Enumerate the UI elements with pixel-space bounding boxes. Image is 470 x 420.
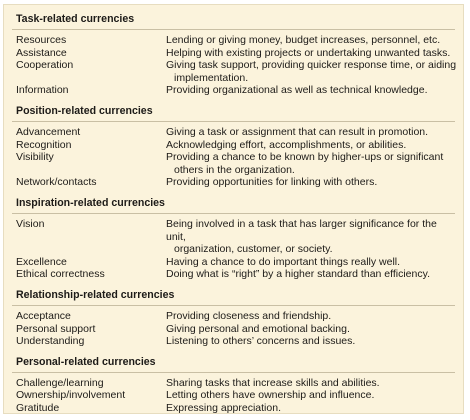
row-description	[166, 389, 463, 402]
row-description	[166, 126, 463, 139]
section-inspiration	[4, 193, 463, 285]
table-row	[4, 389, 463, 402]
row-description-line: Doing what is “right” by a higher standard than efficiency.	[166, 268, 431, 281]
row-description-line: organization, customer, or society.	[174, 243, 333, 256]
section-title: Personal-related currencies	[16, 355, 156, 368]
section-title: Position-related currencies	[16, 104, 153, 117]
row-description-line: Providing closeness and friendship.	[166, 309, 332, 322]
table-row	[4, 59, 463, 84]
section-title: Inspiration-related currencies	[16, 196, 165, 209]
row-term: Personal support	[16, 322, 96, 335]
row-term: Vision	[16, 217, 45, 230]
row-description	[166, 59, 463, 84]
row-description-line: Being involved in a task that has larger significance for the unit,	[166, 217, 437, 243]
table-row	[4, 402, 463, 415]
table-row	[4, 218, 463, 256]
currencies-table	[3, 4, 464, 414]
row-description-line: Providing opportunities for linking with others.	[166, 176, 378, 189]
row-description-line: Giving personal and emotional backing.	[166, 322, 350, 335]
row-description-line: Providing organizational as well as technical knowledge.	[166, 84, 428, 97]
row-description	[166, 310, 463, 323]
row-description-line: Letting others have ownership and influence.	[166, 389, 375, 402]
row-term: Excellence	[16, 255, 67, 268]
row-description-line: Sharing tasks that increase skills and abilities.	[166, 376, 380, 389]
row-description	[166, 402, 463, 415]
row-description-line: Helping with existing projects or undertaking unwanted tasks.	[166, 46, 451, 59]
row-description-line: Giving task support, providing quicker response time, or aiding	[166, 59, 457, 72]
row-term: Ownership/involvement	[16, 389, 126, 402]
row-term: Gratitude	[16, 401, 60, 414]
section-position	[4, 101, 463, 193]
row-description	[166, 256, 463, 269]
section-divider	[12, 372, 455, 373]
section-divider	[12, 121, 455, 122]
table-row	[4, 335, 463, 348]
section-personal	[4, 352, 463, 415]
row-description	[166, 176, 463, 189]
row-term: Resources	[16, 34, 67, 46]
table-row	[4, 256, 463, 269]
row-term: Acceptance	[16, 309, 71, 322]
row-description-line: Acknowledging effort, accomplishments, or abilities.	[166, 138, 407, 151]
section-divider	[12, 29, 455, 30]
row-term: Recognition	[16, 138, 72, 151]
row-description-line: others in the organization.	[174, 163, 295, 176]
row-description-line: Having a chance to do important things really well.	[166, 255, 401, 268]
row-term: Challenge/learning	[16, 376, 104, 389]
table-row	[4, 126, 463, 139]
row-term: Understanding	[16, 335, 85, 348]
row-description-line: Giving a task or assignment that can result in promotion.	[166, 125, 429, 138]
row-description	[166, 268, 463, 281]
row-term: Information	[16, 84, 69, 97]
row-description-line: implementation.	[174, 71, 249, 84]
section-divider	[12, 305, 455, 306]
table-row	[4, 310, 463, 323]
row-description-line: Lending or giving money, budget increases, personnel, etc.	[166, 34, 441, 46]
table-row	[4, 47, 463, 60]
row-description	[166, 335, 463, 348]
row-description	[166, 218, 463, 256]
table-row	[4, 176, 463, 189]
row-description	[166, 323, 463, 336]
row-term: Network/contacts	[16, 176, 97, 189]
table-row	[4, 151, 463, 176]
table-row	[4, 377, 463, 390]
table-row	[4, 139, 463, 152]
row-description	[166, 139, 463, 152]
row-description	[166, 151, 463, 176]
row-term: Advancement	[16, 125, 81, 138]
section-title: Relationship-related currencies	[16, 288, 175, 301]
row-description-line: Listening to others’ concerns and issues.	[166, 335, 356, 348]
row-term: Assistance	[16, 46, 67, 59]
table-row	[4, 268, 463, 281]
section-task	[4, 9, 463, 101]
row-description	[166, 47, 463, 60]
table-row	[4, 34, 463, 47]
row-description-line: Providing a chance to be known by higher-ups or significant	[166, 151, 444, 164]
row-description-line: Expressing appreciation.	[166, 401, 281, 414]
section-title: Task-related currencies	[16, 13, 135, 25]
row-term: Ethical correctness	[16, 268, 105, 281]
row-description	[166, 377, 463, 390]
section-relationship	[4, 285, 463, 352]
table-row	[4, 323, 463, 336]
row-term: Cooperation	[16, 59, 74, 72]
section-divider	[12, 213, 455, 214]
row-description	[166, 84, 463, 97]
row-term: Visibility	[16, 151, 54, 164]
table-row	[4, 84, 463, 97]
row-description	[166, 34, 463, 47]
